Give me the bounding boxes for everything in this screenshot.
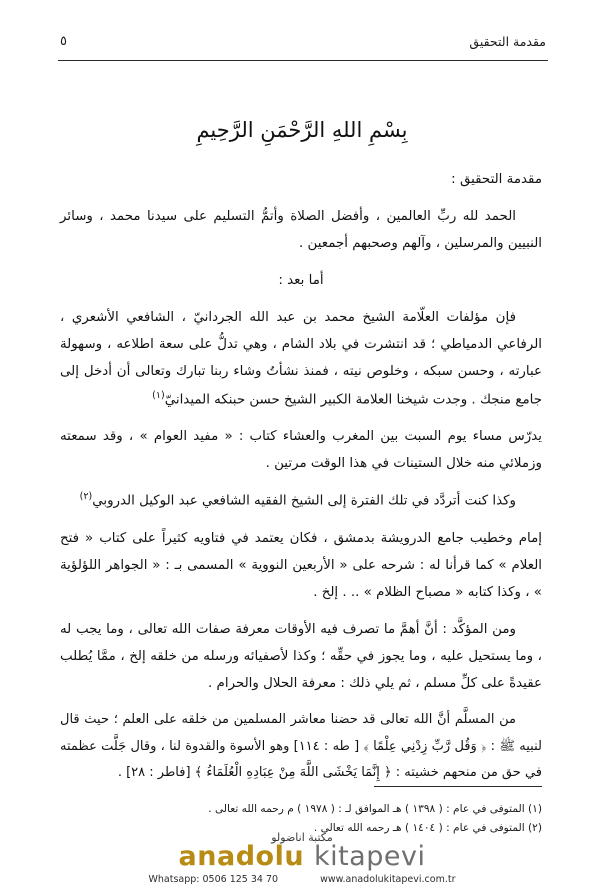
page-header: [60, 34, 546, 60]
paragraph-4: يدرّس مساء يوم السبت بين المغرب والعشاء كتاب : « مفيد العوام » ، وقد سمعته وزملائي منه خلال الستينات في هذا الوقت مرتين .: [60, 429, 542, 472]
watermark-arabic-name: مكتبة اناضولو: [271, 831, 333, 845]
footnote-2: (٢) المتوفى في عام : ( ١٤٠٤ ) هـ رحمه الله تعالى .: [313, 822, 542, 835]
header-divider: [58, 60, 548, 61]
store-watermark: [0, 831, 604, 885]
paragraph-6: إمام وخطيب جامع الدرويشة بدمشق ، فكان يعتمد في فتاويه كثيراً على كتاب « فتح العلام » كما قرأنا له : شرحه على « الأربعين النووية » المسمى بـ : « الجواهر اللؤلؤية » ، وكذا كتابه « مصباح الظلام » .. . إلخ .: [60, 530, 542, 600]
body-text: [60, 166, 542, 796]
paragraph-5: [60, 487, 542, 515]
paragraph-1: الحمد لله ربِّ العالمين ، وأفضل الصلاة وأتمُّ التسليم على سيدنا محمد ، وسائر النبيين والمرسلين ، وآلهم وصحبهم أجمعين .: [60, 209, 542, 252]
basmala-line: بِسْمِ اللهِ الرَّحْمَنِ الرَّحِيمِ: [196, 118, 408, 142]
footnote-marker-2: (٢): [79, 491, 93, 503]
paragraph-3: [60, 304, 542, 413]
paragraph-7: ومن المؤكَّد : أنَّ أهمَّ ما تصرف فيه الأوقات معرفة صفات الله تعالى ، وما يجب له ، وما يستحيل عليه ، وما يجوز في حقِّه ؛ وكذا لأصفيائه ورسله من خلقه إلخ ، ممَّا يُطلب عقيدةً على كلِّ مسلم ، ثم يلي ذلك : معرفة الحلال والحرام .: [60, 622, 542, 692]
watermark-brand-first: anadolu: [178, 841, 305, 873]
footnotes-block: [60, 800, 542, 839]
footnote-marker-1: (١): [152, 389, 165, 401]
section-heading: مقدمة التحقيق :: [451, 172, 542, 187]
watermark-brand: [0, 842, 604, 872]
page-number: ٥: [60, 34, 67, 49]
paragraph-3-text: فإن مؤلفات العلّامة الشيخ محمد بن عبد الله الجردانيّ ، الشافعي الأشعري ، الرفاعي الدمياطي ؛ قد انتشرت في بلاد الشام ، وهي تدلُّ على سعة اطلاعه ، وسهولة عبارته ، وحسن سبكه ، وخلوص نيته ، فمنذ نشأتُ وشاء ربنا تبارك وتعالى أن أدخل إلى جامع منجك . وجدت شيخنا العلامة الكبير الشيخ حسن حبنكه الميدانيّ: [60, 310, 542, 408]
header-title: مقدمة التحقيق: [469, 34, 546, 49]
watermark-contact: [0, 874, 604, 885]
watermark-whatsapp: Whatsapp: 0506 125 34 70: [148, 874, 279, 885]
watermark-brand-second: kitapevi: [313, 841, 426, 873]
paragraph-2: أما بعد :: [278, 273, 324, 289]
footnote-1: (١) المتوفى في عام : ( ١٣٩٨ ) هـ الموافق لـ : ( ١٩٧٨ ) م رحمه الله تعالى .: [208, 802, 542, 815]
watermark-website: www.anadolukitapevi.com.tr: [320, 874, 456, 885]
paragraph-8: من المسلَّم أنَّ الله تعالى قد حضنا معاشر المسلمين من خلقه على العلم ؛ حيث قال لنبيه ﷺ : ﴿ وَقُل رَّبِّ زِدْنِي عِلْمًا ﴾ [ طه : ١١٤] وهو الأسوة والقدوة لنا ، وقال جَلَّت عظمته في حق من منحهم خشيته : ﴿ إِنَّمَا يَخْشَى اللَّهَ مِنْ عِبَادِهِ الْعُلَمَاءُ ﴾ [فاطر : ٢٨] .: [60, 712, 542, 780]
paragraph-5-text: وكذا كنت أتردَّد في تلك الفترة إلى الشيخ الفقيه الشافعي عبد الوكيل الدروبي: [92, 493, 516, 509]
footnote-divider: [374, 786, 542, 787]
